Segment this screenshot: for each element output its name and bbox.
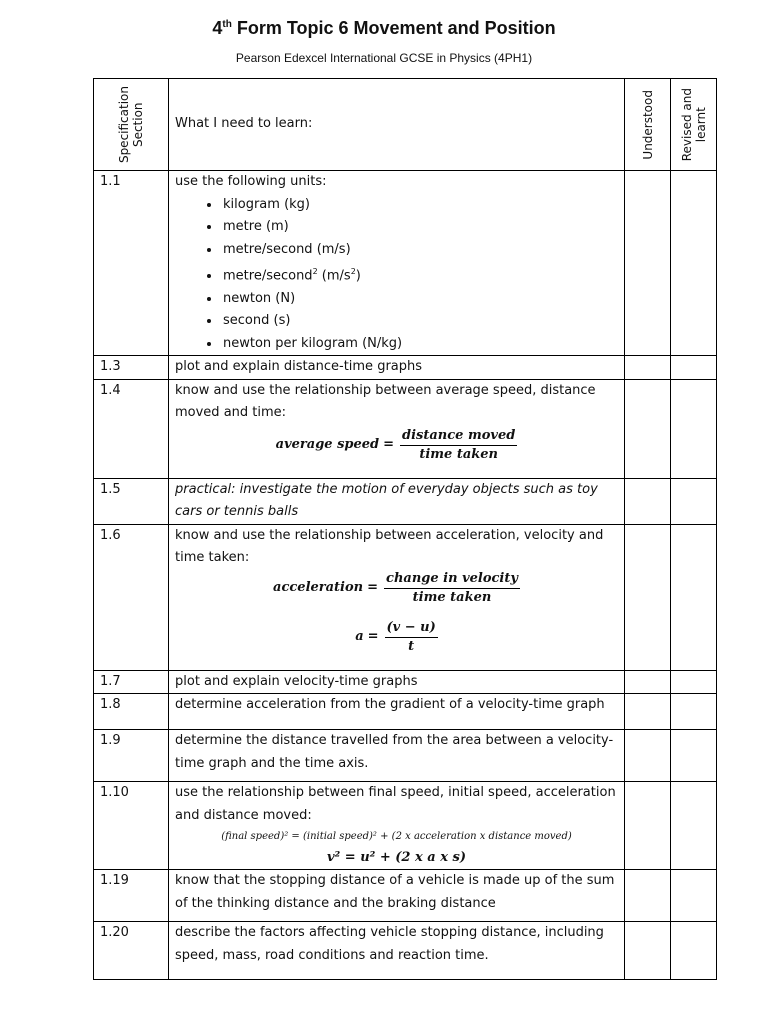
spec-text: determine acceleration from the gradient of a velocity-time graph — [169, 694, 625, 730]
table-row — [94, 670, 717, 694]
header-understood: Understood — [625, 79, 671, 171]
spec-text: know and use the relationship between average speed, distance moved and time: average speed = $\frac{\text{distance moved}}{\text{time taken}}$ — [169, 379, 625, 478]
suvat-formula: v² = u² + (2 x a x s) — [327, 850, 466, 866]
spec-text: practical: investigate the motion of everyday objects such as toy cars or tennis balls — [169, 478, 625, 524]
list-item: • newton per kilogram (N/kg) — [221, 333, 618, 356]
spec-text: use the relationship between final speed, initial speed, acceleration and distance moved: (final speed)² = (initial speed)² + (2 x acceleration x distance moved) v² = u² + (2 x a x s) — [169, 782, 625, 870]
table-row — [94, 694, 717, 730]
spec-code: 1.4 — [94, 379, 169, 478]
header-what-to-learn: What I need to learn: — [169, 79, 625, 171]
spec-text: plot and explain velocity-time graphs — [169, 670, 625, 694]
spec-code: 1.7 — [94, 670, 169, 694]
units-list — [175, 194, 618, 356]
table-row — [94, 379, 717, 478]
revised-checkbox[interactable] — [671, 870, 717, 922]
list-item: • metre/second (m/s) — [221, 239, 618, 262]
revised-checkbox[interactable] — [671, 670, 717, 694]
spec-text: plot and explain distance-time graphs — [169, 356, 625, 380]
header-revised: Revised and learnt — [671, 79, 717, 171]
table-header-row — [94, 79, 717, 171]
spec-code: 1.9 — [94, 730, 169, 782]
spec-code: 1.19 — [94, 870, 169, 922]
table-row — [94, 478, 717, 524]
acceleration-formula: acceleration = $\frac{\text{change in velocity}}{\text{time taken}}$ — [273, 570, 518, 605]
understood-checkbox[interactable] — [625, 922, 671, 980]
revised-checkbox[interactable] — [671, 356, 717, 380]
revised-checkbox[interactable] — [671, 379, 717, 478]
header-spec-section: Specification Section — [94, 79, 169, 171]
acceleration-symbol-formula: a = $\frac{(v - u)}{t}$ — [355, 619, 436, 654]
spec-code: 1.10 — [94, 782, 169, 870]
spec-code: 1.5 — [94, 478, 169, 524]
page-title: 4th Form Topic 6 Movement and Position — [212, 18, 556, 38]
understood-checkbox[interactable] — [625, 694, 671, 730]
table-row — [94, 730, 717, 782]
understood-checkbox[interactable] — [625, 379, 671, 478]
revised-checkbox[interactable] — [671, 730, 717, 782]
table-row — [94, 782, 717, 870]
revised-checkbox[interactable] — [671, 694, 717, 730]
spec-text: describe the factors affecting vehicle stopping distance, including speed, mass, road conditions and reaction time. — [169, 922, 625, 980]
revised-checkbox[interactable] — [671, 478, 717, 524]
revised-checkbox[interactable] — [671, 524, 717, 670]
final-speed-formula: (final speed)² = (initial speed)² + (2 x acceleration x distance moved) — [221, 831, 572, 843]
understood-checkbox[interactable] — [625, 670, 671, 694]
revised-checkbox[interactable] — [671, 171, 717, 356]
understood-checkbox[interactable] — [625, 356, 671, 380]
spec-code: 1.20 — [94, 922, 169, 980]
list-item: • metre (m) — [221, 216, 618, 239]
table-row — [94, 356, 717, 380]
spec-code: 1.1 — [94, 171, 169, 356]
page-subtitle: Pearson Edexcel International GCSE in Physics (4PH1) — [235, 51, 533, 65]
spec-text: know that the stopping distance of a vehicle is made up of the sum of the thinking distance and the braking distance — [169, 870, 625, 922]
spec-text: use the following units: • kilogram (kg) • metre (m) • metre/second (m/s) • metre/second$^2$ $(m/s^2)$ • newton (N) • second (s) • newton per kilogram (N/kg) — [169, 171, 625, 356]
list-item: • newton (N) — [221, 288, 618, 311]
spec-text: know and use the relationship between acceleration, velocity and time taken: acceleration = $\frac{\text{change in velocity}}{\text{time taken}}$ a = $\frac{(v - u)}{t}$ — [169, 524, 625, 670]
understood-checkbox[interactable] — [625, 478, 671, 524]
spec-table — [93, 78, 717, 980]
spec-code: 1.3 — [94, 356, 169, 380]
list-item: • kilogram (kg) — [221, 194, 618, 217]
list-item: • metre/second$^2$ $(m/s^2)$ — [221, 261, 618, 288]
understood-checkbox[interactable] — [625, 870, 671, 922]
understood-checkbox[interactable] — [625, 782, 671, 870]
understood-checkbox[interactable] — [625, 730, 671, 782]
list-item: • second (s) — [221, 310, 618, 333]
understood-checkbox[interactable] — [625, 171, 671, 356]
average-speed-formula: average speed = $\frac{\text{distance moved}}{\text{time taken}}$ — [275, 427, 516, 462]
spec-code: 1.8 — [94, 694, 169, 730]
spec-text: determine the distance travelled from the area between a velocity-time graph and the time axis. — [169, 730, 625, 782]
revised-checkbox[interactable] — [671, 782, 717, 870]
understood-checkbox[interactable] — [625, 524, 671, 670]
spec-code: 1.6 — [94, 524, 169, 670]
table-row — [94, 171, 717, 356]
table-row — [94, 922, 717, 980]
revised-checkbox[interactable] — [671, 922, 717, 980]
table-row — [94, 524, 717, 670]
table-row — [94, 870, 717, 922]
